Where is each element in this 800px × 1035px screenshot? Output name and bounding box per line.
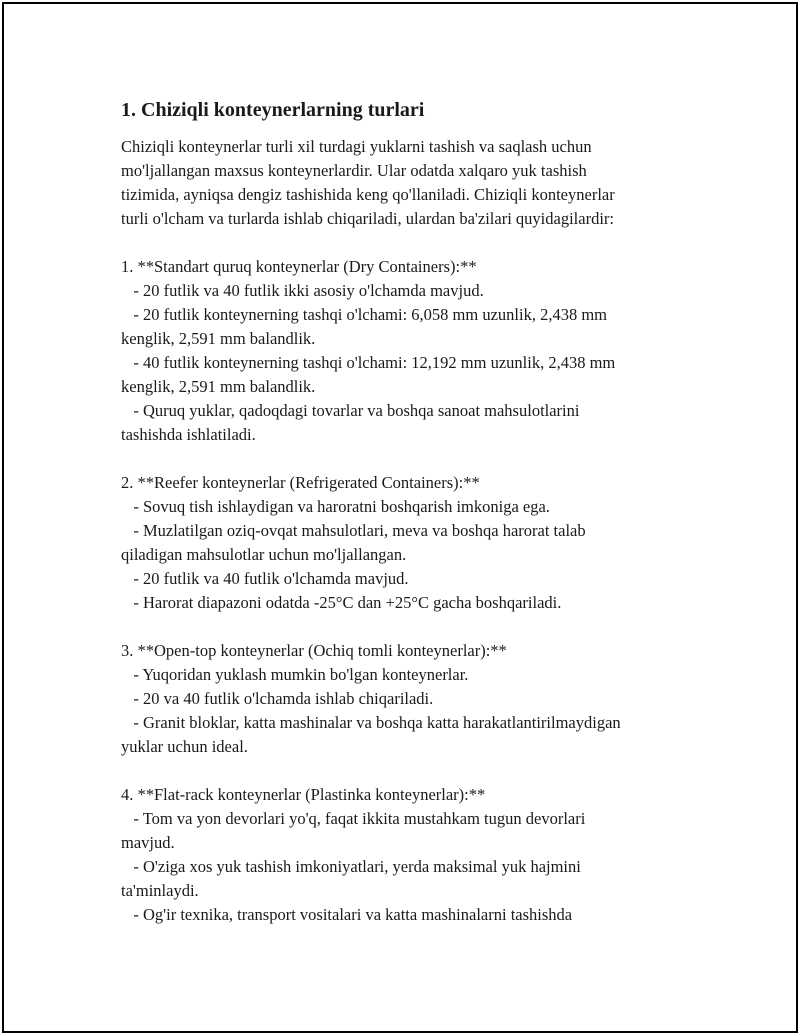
text-line: - Muzlatilgan oziq-ovqat mahsulotlari, meva va boshqa harorat talab [121, 521, 586, 540]
paragraph-gap [121, 615, 721, 639]
list-item-title: 3. **Open-top konteynerlar (Ochiq tomli konteynerlar):** [121, 641, 507, 660]
text-line: yuklar uchun ideal. [121, 737, 248, 756]
text-line: mo'ljallangan maxsus konteynerlardir. Ular odatda xalqaro yuk tashish [121, 161, 587, 180]
text-line: - 20 futlik va 40 futlik o'lchamda mavjud. [121, 569, 409, 588]
text-line: - 20 futlik va 40 futlik ikki asosiy o'lchamda mavjud. [121, 281, 484, 300]
list-item-title: 1. **Standart quruq konteynerlar (Dry Containers):** [121, 257, 477, 276]
text-line: - Tom va yon devorlari yo'q, faqat ikkita mustahkam tugun devorlari [121, 809, 586, 828]
list-item-reefer-containers [121, 471, 721, 615]
text-line: - 20 va 40 futlik o'lchamda ishlab chiqariladi. [121, 689, 434, 708]
list-item-flat-rack-containers [121, 783, 721, 927]
paragraph-gap [121, 759, 721, 783]
list-item-title: 2. **Reefer konteynerlar (Refrigerated Containers):** [121, 473, 480, 492]
paragraph-gap [121, 447, 721, 471]
paragraph-gap [121, 231, 721, 255]
text-line: - 20 futlik konteynerning tashqi o'lchami: 6,058 mm uzunlik, 2,438 mm [121, 305, 608, 324]
text-line: tizimida, ayniqsa dengiz tashishida keng qo'llaniladi. Chiziqli konteynerlar [121, 185, 615, 204]
document-page [2, 2, 798, 1033]
text-line: - Harorat diapazoni odatda -25°C dan +25°C gacha boshqariladi. [121, 593, 562, 612]
text-line: - Granit bloklar, katta mashinalar va boshqa katta harakatlantirilmaydigan [121, 713, 621, 732]
list-item-dry-containers [121, 255, 721, 447]
text-line: ta'minlaydi. [121, 881, 199, 900]
text-line: kenglik, 2,591 mm balandlik. [121, 377, 316, 396]
section-heading: 1. Chiziqli konteynerlarning turlari [121, 99, 425, 121]
text-line: tashishda ishlatiladi. [121, 425, 256, 444]
text-line: - 40 futlik konteynerning tashqi o'lchami: 12,192 mm uzunlik, 2,438 mm [121, 353, 616, 372]
text-line: Chiziqli konteynerlar turli xil turdagi yuklarni tashish va saqlash uchun [121, 137, 592, 156]
document-body [121, 97, 721, 927]
text-line: - O'ziga xos yuk tashish imkoniyatlari, yerda maksimal yuk hajmini [121, 857, 581, 876]
text-line: kenglik, 2,591 mm balandlik. [121, 329, 316, 348]
text-line: - Sovuq tish ishlaydigan va haroratni boshqarish imkoniga ega. [121, 497, 550, 516]
list-item-open-top-containers [121, 639, 721, 759]
text-line: - Og'ir texnika, transport vositalari va katta mashinalarni tashishda [121, 905, 573, 924]
text-line: mavjud. [121, 833, 175, 852]
text-line: turli o'lcham va turlarda ishlab chiqariladi, ulardan ba'zilari quyidagilardir: [121, 209, 614, 228]
text-line: qiladigan mahsulotlar uchun mo'ljallangan. [121, 545, 407, 564]
intro-paragraph [121, 135, 721, 231]
list-item-title: 4. **Flat-rack konteynerlar (Plastinka konteynerlar):** [121, 785, 486, 804]
text-line: - Quruq yuklar, qadoqdagi tovarlar va boshqa sanoat mahsulotlarini [121, 401, 580, 420]
text-line: - Yuqoridan yuklash mumkin bo'lgan konteynerlar. [121, 665, 469, 684]
